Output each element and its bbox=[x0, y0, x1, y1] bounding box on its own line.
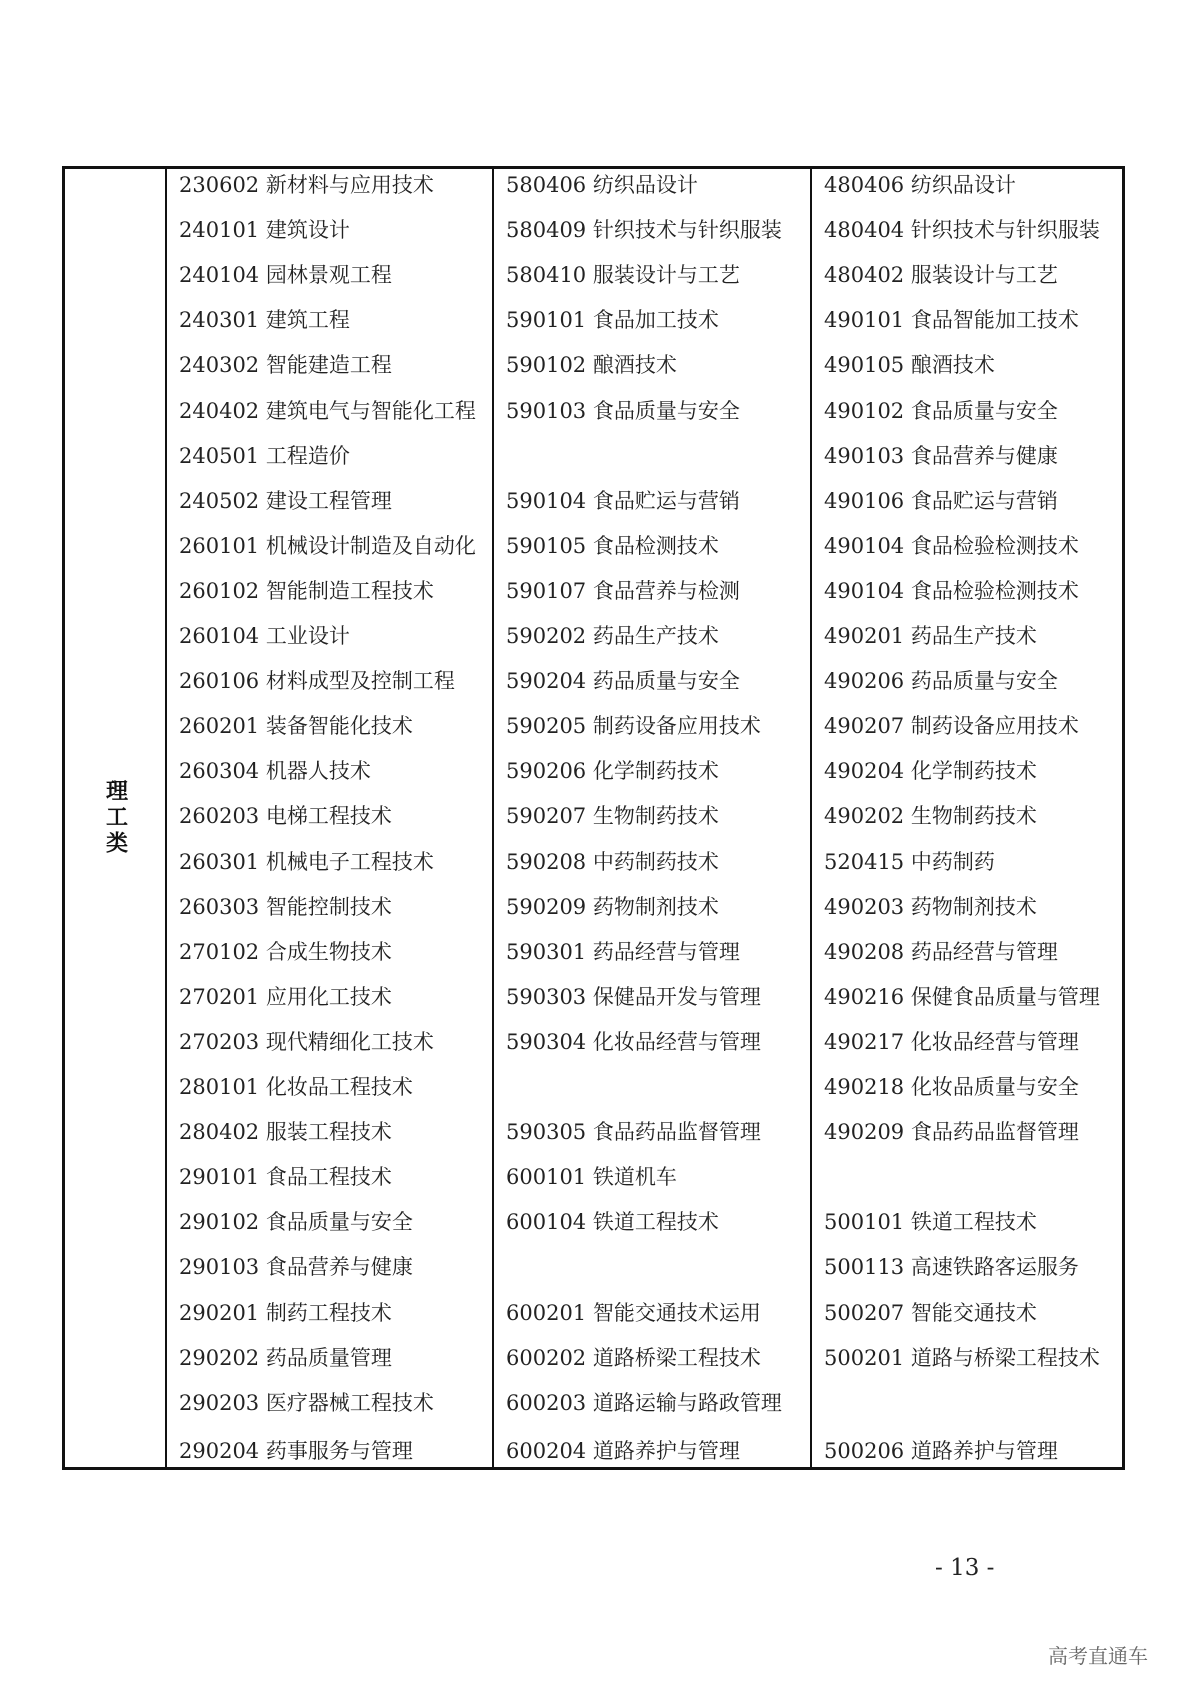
table-cell: 500206 道路养护与管理 bbox=[824, 1438, 1058, 1463]
table-cell: 490207 制药设备应用技术 bbox=[824, 714, 1079, 739]
page-number: - 13 - bbox=[935, 1555, 995, 1581]
table-cell: 590104 食品贮运与营销 bbox=[506, 488, 740, 513]
table-cell: 600204 道路养护与管理 bbox=[506, 1438, 740, 1463]
table-cell: 260106 材料成型及控制工程 bbox=[179, 669, 455, 694]
table-cell: 240101 建筑设计 bbox=[179, 218, 350, 243]
table-cell: 590206 化学制药技术 bbox=[506, 759, 719, 784]
table-cell: 590202 药品生产技术 bbox=[506, 624, 719, 648]
table-cell: 290204 药事服务与管理 bbox=[179, 1438, 413, 1463]
table-cell: 500201 道路与桥梁工程技术 bbox=[824, 1345, 1100, 1370]
specialty-table bbox=[62, 166, 1125, 1470]
table-cell: 580409 针织技术与针织服装 bbox=[506, 218, 782, 243]
table-cell: 590305 食品药品监督管理 bbox=[506, 1120, 761, 1145]
table-cell: 270201 应用化工技术 bbox=[179, 984, 392, 1009]
table-cell: 260304 机器人技术 bbox=[179, 759, 371, 784]
column-secondary-vocational-code bbox=[812, 169, 1125, 1467]
table-cell: 590205 制药设备应用技术 bbox=[506, 714, 761, 739]
table-cell: 490105 酿酒技术 bbox=[824, 353, 995, 378]
table-cell: 240104 园林景观工程 bbox=[179, 263, 392, 288]
table-cell: 240502 建设工程管理 bbox=[179, 488, 392, 513]
table-cell: 590207 生物制药技术 bbox=[506, 804, 719, 829]
table-cell: 490103 食品营养与健康 bbox=[824, 443, 1058, 468]
table-cell: 500113 高速铁路客运服务 bbox=[824, 1255, 1079, 1280]
table-cell: 590105 食品检测技术 bbox=[506, 533, 719, 558]
table-cell: 590303 保健品开发与管理 bbox=[506, 984, 761, 1009]
table-cell: 500207 智能交通技术 bbox=[824, 1300, 1037, 1325]
table-cell: 490206 药品质量与安全 bbox=[824, 669, 1058, 694]
table-cell: 580410 服装设计与工艺 bbox=[506, 263, 740, 288]
table-cell: 290103 食品营养与健康 bbox=[179, 1255, 413, 1280]
table-cell: 480402 服装设计与工艺 bbox=[824, 263, 1058, 288]
table-cell: 490217 化妆品经营与管理 bbox=[824, 1029, 1079, 1054]
table-cell: 490204 化学制药技术 bbox=[824, 759, 1037, 784]
table-cell: 600201 智能交通技术运用 bbox=[506, 1300, 761, 1325]
table-cell: 580406 纺织品设计 bbox=[506, 173, 698, 197]
table-cell: 280101 化妆品工程技术 bbox=[179, 1075, 413, 1099]
table-cell: 590208 中药制药技术 bbox=[506, 849, 719, 874]
table-cell: 490218 化妆品质量与安全 bbox=[824, 1075, 1079, 1099]
table-cell: 260303 智能控制技术 bbox=[179, 894, 392, 919]
table-cell: 490209 食品药品监督管理 bbox=[824, 1120, 1079, 1145]
table-cell: 480406 纺织品设计 bbox=[824, 173, 1016, 197]
column-old-higher-vocational-code bbox=[494, 169, 810, 1467]
table-cell: 500101 铁道工程技术 bbox=[824, 1210, 1037, 1235]
table-cell: 260104 工业设计 bbox=[179, 624, 350, 648]
table-cell: 490104 食品检验检测技术 bbox=[824, 533, 1079, 558]
category-label: 理工类 bbox=[102, 779, 128, 857]
table-cell: 260102 智能制造工程技术 bbox=[179, 578, 434, 603]
table-cell: 240301 建筑工程 bbox=[179, 308, 350, 333]
table-cell: 260301 机械电子工程技术 bbox=[179, 849, 434, 874]
table-cell: 480404 针织技术与针织服装 bbox=[824, 218, 1100, 243]
table-cell: 260203 电梯工程技术 bbox=[179, 804, 392, 829]
table-cell: 290101 食品工程技术 bbox=[179, 1165, 392, 1190]
table-cell: 240501 工程造价 bbox=[179, 443, 350, 468]
table-cell: 490208 药品经营与管理 bbox=[824, 939, 1058, 964]
table-cell: 600202 道路桥梁工程技术 bbox=[506, 1345, 761, 1370]
table-cell: 290202 药品质量管理 bbox=[179, 1345, 392, 1370]
table-cell: 590102 酿酒技术 bbox=[506, 353, 677, 378]
table-cell: 590204 药品质量与安全 bbox=[506, 669, 740, 694]
table-cell: 290203 医疗器械工程技术 bbox=[179, 1390, 434, 1415]
table-cell: 490216 保健食品质量与管理 bbox=[824, 984, 1100, 1009]
table-cell: 590304 化妆品经营与管理 bbox=[506, 1029, 761, 1054]
table-cell: 260101 机械设计制造及自动化 bbox=[179, 533, 476, 558]
table-cell: 490201 药品生产技术 bbox=[824, 624, 1037, 648]
table-cell: 490101 食品智能加工技术 bbox=[824, 308, 1079, 333]
table-cell: 590107 食品营养与检测 bbox=[506, 578, 740, 603]
table-cell: 490203 药物制剂技术 bbox=[824, 894, 1037, 919]
watermark: 高考直通车 bbox=[1048, 1644, 1148, 1668]
table-cell: 290102 食品质量与安全 bbox=[179, 1210, 413, 1235]
table-cell: 260201 装备智能化技术 bbox=[179, 714, 413, 739]
table-cell: 600101 铁道机车 bbox=[506, 1165, 677, 1190]
table-cell: 590301 药品经营与管理 bbox=[506, 939, 740, 964]
table-cell: 290201 制药工程技术 bbox=[179, 1300, 392, 1325]
table-cell: 490202 生物制药技术 bbox=[824, 804, 1037, 829]
table-cell: 600104 铁道工程技术 bbox=[506, 1210, 719, 1235]
table-cell: 490104 食品检验检测技术 bbox=[824, 578, 1079, 603]
table-cell: 280402 服装工程技术 bbox=[179, 1120, 392, 1145]
table-cell: 230602 新材料与应用技术 bbox=[179, 173, 434, 197]
table-cell: 240402 建筑电气与智能化工程 bbox=[179, 398, 476, 423]
table-cell: 590103 食品质量与安全 bbox=[506, 398, 740, 423]
column-current-code bbox=[167, 169, 492, 1467]
table-cell: 270203 现代精细化工技术 bbox=[179, 1029, 434, 1054]
table-cell: 520415 中药制药 bbox=[824, 849, 995, 874]
table-cell: 590101 食品加工技术 bbox=[506, 308, 719, 333]
table-cell: 490102 食品质量与安全 bbox=[824, 398, 1058, 423]
table-cell: 590209 药物制剂技术 bbox=[506, 894, 719, 919]
table-cell: 490106 食品贮运与营销 bbox=[824, 488, 1058, 513]
table-cell: 270102 合成生物技术 bbox=[179, 939, 392, 964]
table-cell: 600203 道路运输与路政管理 bbox=[506, 1390, 782, 1415]
category-cell bbox=[65, 169, 165, 1467]
table-cell: 240302 智能建造工程 bbox=[179, 353, 392, 378]
